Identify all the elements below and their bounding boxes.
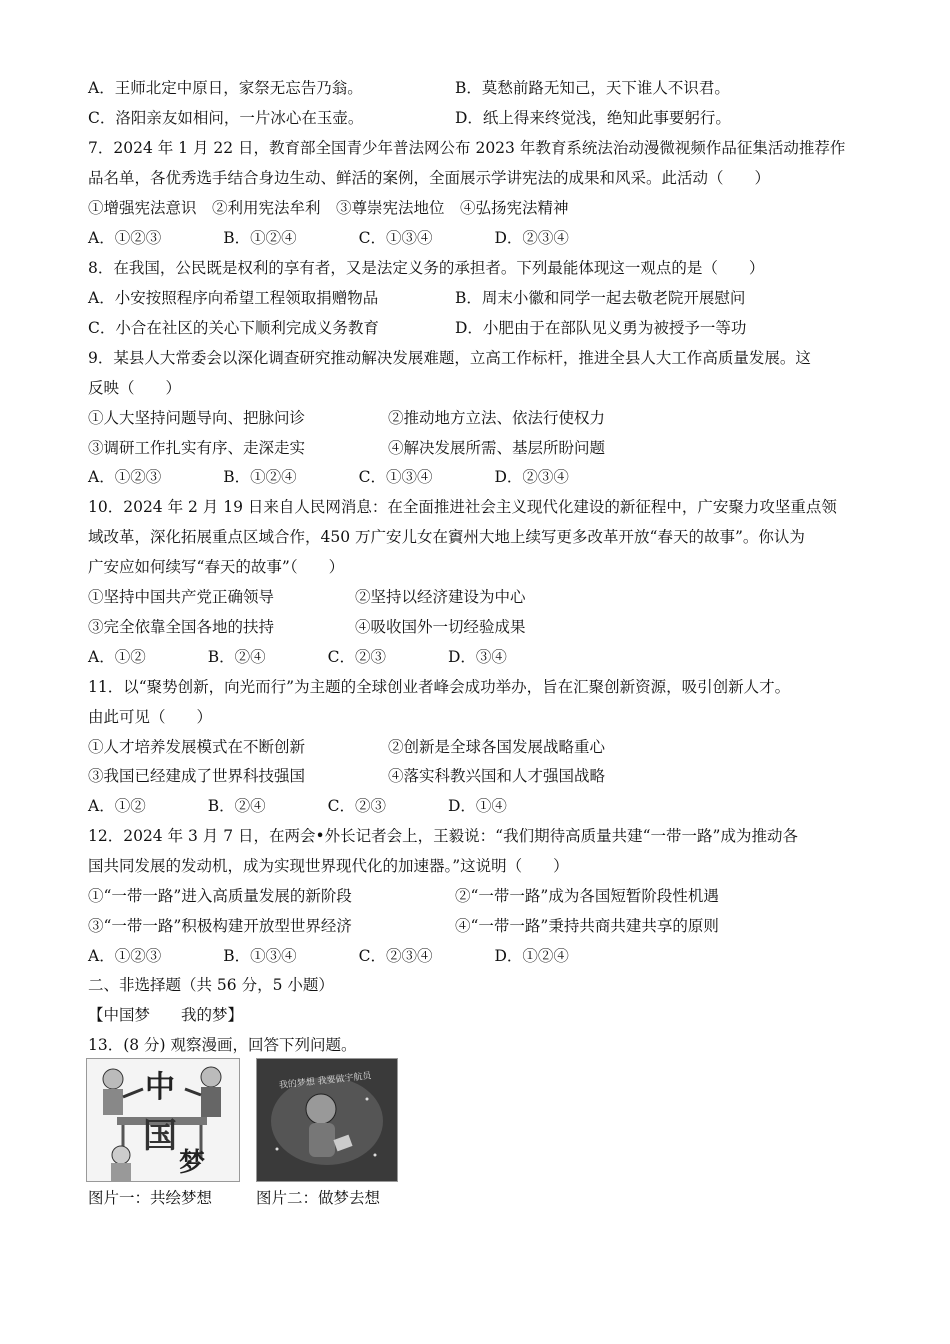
- question-9-stem: 9．某县人大常委会以深化调查研究推动解决发展难题，立高工作标杆，推进全县人大工作高质量发展。这: [88, 349, 811, 367]
- question-13-stem: 13．(8 分) 观察漫画，回答下列问题。: [88, 1036, 357, 1054]
- question-9-statement-4: ④解决发展所需、基层所盼问题: [388, 439, 606, 457]
- option-c-line: C．洛阳亲友如相问，一片冰心在玉壶。: [88, 109, 364, 127]
- question-8-option-a: A．小安按照程序向希望工程领取捐赠物品: [88, 289, 379, 307]
- question-9-stem-cont: 反映（ ）: [88, 379, 182, 397]
- question-12-statement-1: ①“一带一路”进入高质量发展的新阶段: [88, 887, 352, 905]
- pic1-char-2: 国: [143, 1116, 177, 1156]
- option-d-line: D．纸上得来终觉浅，绝知此事要躬行。: [455, 109, 731, 127]
- question-9-statement-2: ②推动地方立法、依法行使权力: [388, 409, 606, 427]
- question-7-stem-cont: 品名单，各优秀选手结合身边生动、鲜活的案例，全面展示学讲宪法的成果和风采。此活动（ ）: [88, 169, 771, 187]
- question-12-options: A．①②③ B．①③④ C．②③④ D．①②④: [88, 947, 569, 965]
- question-12-statement-2: ②“一带一路”成为各国短暂阶段性机遇: [455, 887, 719, 905]
- question-10-options: A．①② B．②④ C．②③ D．③④: [88, 648, 507, 666]
- question-9-statement-1: ①人大坚持问题导向、把脉问诊: [88, 409, 306, 427]
- cartoon-image-1: [86, 1058, 240, 1182]
- question-11-options: A．①② B．②④ C．②③ D．①④: [88, 797, 507, 815]
- question-10-statement-2: ②坚持以经济建设为中心: [355, 588, 526, 606]
- question-11-statement-3: ③我国已经建成了世界科技强国: [88, 767, 306, 785]
- question-11-stem-cont: 由此可见（ ）: [88, 708, 213, 726]
- pic1-char-3: 梦: [179, 1148, 206, 1178]
- question-11-statement-1: ①人才培养发展模式在不断创新: [88, 738, 306, 756]
- question-11-statement-2: ②创新是全球各国发展战略重心: [388, 738, 606, 756]
- question-12-statement-3: ③“一带一路”积极构建开放型世界经济: [88, 917, 352, 935]
- question-8-stem: 8．在我国，公民既是权利的享有者，又是法定义务的承担者。下列最能体现这一观点的是（ ）: [88, 259, 765, 277]
- question-7-options: A．①②③ B．①②④ C．①③④ D．②③④: [88, 229, 569, 247]
- picture-2-caption: 图片二：做梦去想: [256, 1189, 381, 1207]
- question-9-options: A．①②③ B．①②④ C．①③④ D．②③④: [88, 468, 569, 486]
- question-8-option-b: B．周末小徽和同学一起去敬老院开展慰问: [455, 289, 746, 307]
- question-7-statements: ①增强宪法意识 ②利用宪法牟利 ③尊崇宪法地位 ④弘扬宪法精神: [88, 199, 569, 217]
- question-10-statement-3: ③完全依靠全国各地的扶持: [88, 618, 275, 636]
- question-12-stem: 12．2024 年 3 月 7 日，在两会•外长记者会上，王毅说：“我们期待高质量共建“一带一路”成为推动各: [88, 827, 798, 845]
- question-8-option-c: C．小合在社区的关心下顺利完成义务教育: [88, 319, 379, 337]
- question-9-statement-3: ③调研工作扎实有序、走深走实: [88, 439, 306, 457]
- question-11-statement-4: ④落实科教兴国和人才强国战略: [388, 767, 606, 785]
- question-10-statement-4: ④吸收国外一切经验成果: [355, 618, 526, 636]
- question-8-option-d: D．小肥由于在部队见义勇为被授予一等功: [455, 319, 747, 337]
- cartoon-drawing-2: [257, 1059, 397, 1181]
- section-2-heading: 二、非选择题（共 56 分，5 小题）: [88, 976, 334, 994]
- pic2-caption: 我的梦想 我要做宇航员: [278, 1071, 372, 1092]
- pic1-char-1: 中: [145, 1070, 175, 1105]
- question-7-stem: 7．2024 年 1 月 22 日，教育部全国青少年普法网公布 2023 年教育系统法治动漫微视频作品征集活动推荐作: [88, 139, 846, 157]
- question-10-statement-1: ①坚持中国共产党正确领导: [88, 588, 275, 606]
- topic-heading: 【中国梦 我的梦】: [88, 1006, 244, 1024]
- question-11-stem: 11．以“聚势创新，向光而行”为主题的全球创业者峰会成功举办，旨在汇聚创新资源，吸引创新人才。: [88, 678, 791, 696]
- option-a-line: A．王师北定中原日，家祭无忘告乃翁。: [88, 79, 363, 97]
- question-12-stem-cont: 国共同发展的发动机，成为实现世界现代化的加速器。”这说明（ ）: [88, 857, 569, 875]
- cartoon-image-2: [256, 1058, 398, 1182]
- question-10-stem-cont2: 广安应如何续写“春天的故事”（ ）: [88, 558, 345, 576]
- picture-1-caption: 图片一：共绘梦想: [88, 1189, 213, 1207]
- cartoon-drawing-1: [87, 1059, 239, 1181]
- question-12-statement-4: ④“一带一路”秉持共商共建共享的原则: [455, 917, 719, 935]
- question-10-stem-cont: 域改革，深化拓展重点区域合作，450 万广安儿女在賨州大地上续写更多改革开放“春天的故事”。你认为: [88, 528, 805, 546]
- question-10-stem: 10．2024 年 2 月 19 日来自人民网消息：在全面推进社会主义现代化建设的新征程中，广安聚力攻坚重点领: [88, 498, 837, 516]
- option-b-line: B．莫愁前路无知己，天下谁人不识君。: [455, 79, 730, 97]
